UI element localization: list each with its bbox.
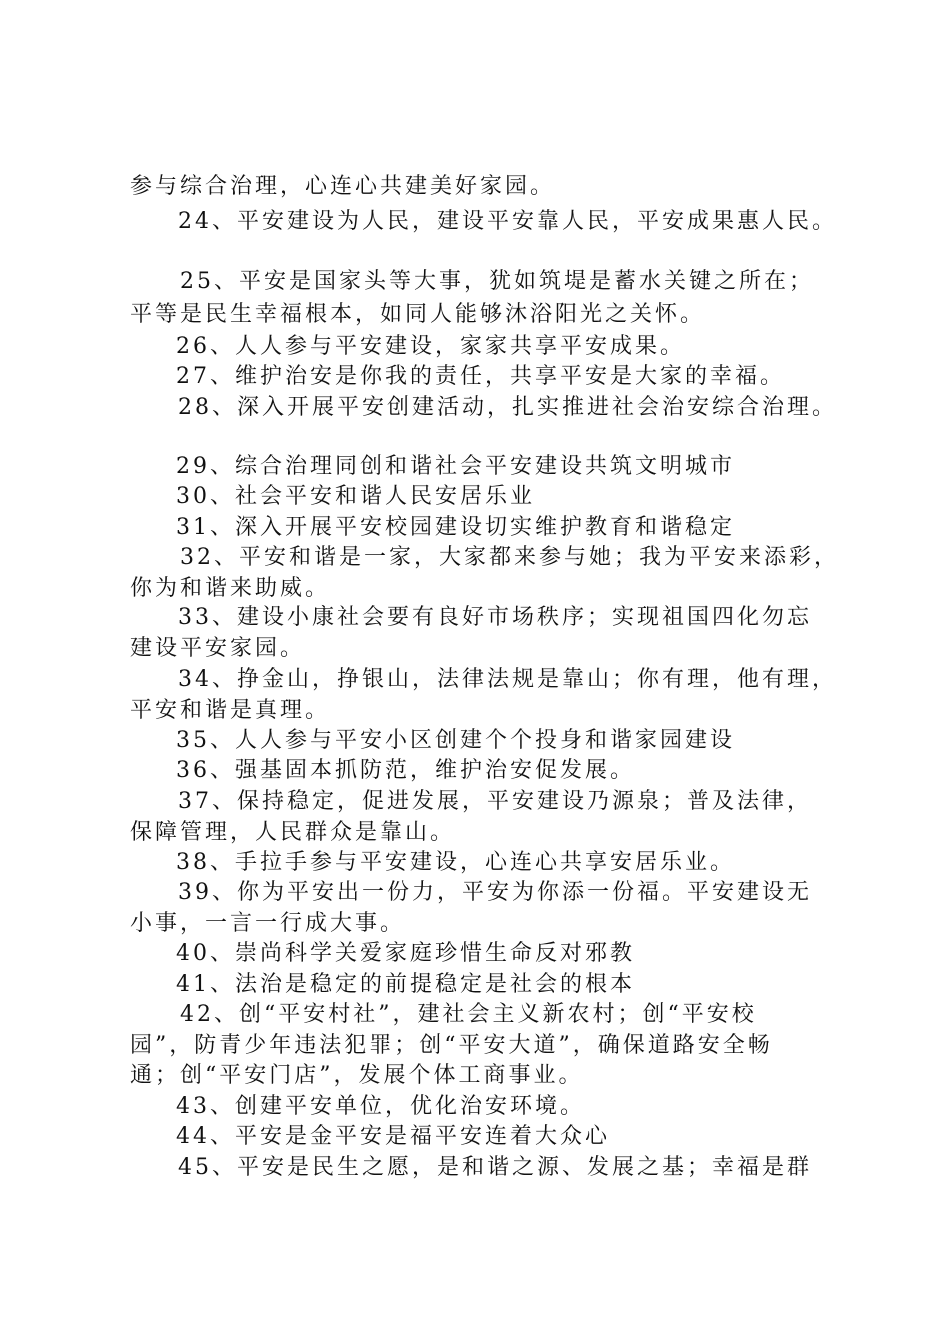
text-line: 平等是民生幸福根本，如同人能够沐浴阳光之关怀。: [130, 302, 706, 327]
text-line: 29、综合治理同创和谐社会平安建设共筑文明城市: [176, 454, 735, 479]
text-line: 31、深入开展平安校园建设切实维护教育和谐稳定: [176, 515, 735, 540]
text-line: 43、创建平安单位，优化治安环境。: [176, 1094, 585, 1119]
text-line: 33、建设小康社会要有良好市场秩序；实现祖国四化勿忘: [178, 605, 812, 630]
text-line: 36、强基固本抓防范，维护治安促发展。: [176, 758, 635, 783]
text-line: 24、平安建设为人民，建设平安靠人民，平安成果惠人民。: [178, 209, 837, 234]
text-line: 你为和谐来助威。: [130, 576, 331, 601]
text-line: 27、维护治安是你我的责任，共享平安是大家的幸福。: [176, 364, 785, 389]
text-line: 园”，防青少年违法犯罪；创“平安大道”，确保道路安全畅: [130, 1033, 773, 1058]
text-line: 建设平安家园。: [130, 636, 306, 661]
text-line: 参与综合治理，心连心共建美好家园。: [130, 174, 556, 199]
text-line: 平安和谐是真理。: [130, 698, 331, 723]
text-line: 42、创“平安村社”，建社会主义新农村；创“平安校: [180, 1002, 757, 1027]
text-line: 37、保持稳定，促进发展，平安建设乃源泉；普及法律，: [178, 789, 812, 814]
text-line: 41、法治是稳定的前提稳定是社会的根本: [176, 972, 635, 997]
text-line: 26、人人参与平安建设，家家共享平安成果。: [176, 334, 685, 359]
text-line: 小事，一言一行成大事。: [130, 911, 406, 936]
text-line: 44、平安是金平安是福平安连着大众心: [176, 1124, 610, 1149]
text-line: 25、平安是国家头等大事，犹如筑堤是蓄水关键之所在；: [180, 269, 814, 294]
text-line: 32、平安和谐是一家，大家都来参与她；我为平安来添彩，: [180, 545, 839, 570]
text-line: 通；创“平安门店”，发展个体工商事业。: [130, 1063, 584, 1088]
text-line: 45、平安是民生之愿，是和谐之源、发展之基；幸福是群: [178, 1155, 812, 1180]
text-line: 30、社会平安和谐人民安居乐业: [176, 484, 535, 509]
text-line: 40、崇尚科学关爱家庭珍惜生命反对邪教: [176, 941, 635, 966]
text-line: 保障管理，人民群众是靠山。: [130, 820, 456, 845]
text-line: 35、人人参与平安小区创建个个投身和谐家园建设: [176, 728, 735, 753]
text-line: 38、手拉手参与平安建设，心连心共享安居乐业。: [176, 850, 735, 875]
text-line: 39、你为平安出一份力，平安为你添一份福。平安建设无: [178, 880, 812, 905]
text-line: 28、深入开展平安创建活动，扎实推进社会治安综合治理。: [178, 395, 837, 420]
text-line: 34、挣金山，挣银山，法律法规是靠山；你有理，他有理，: [178, 667, 837, 692]
